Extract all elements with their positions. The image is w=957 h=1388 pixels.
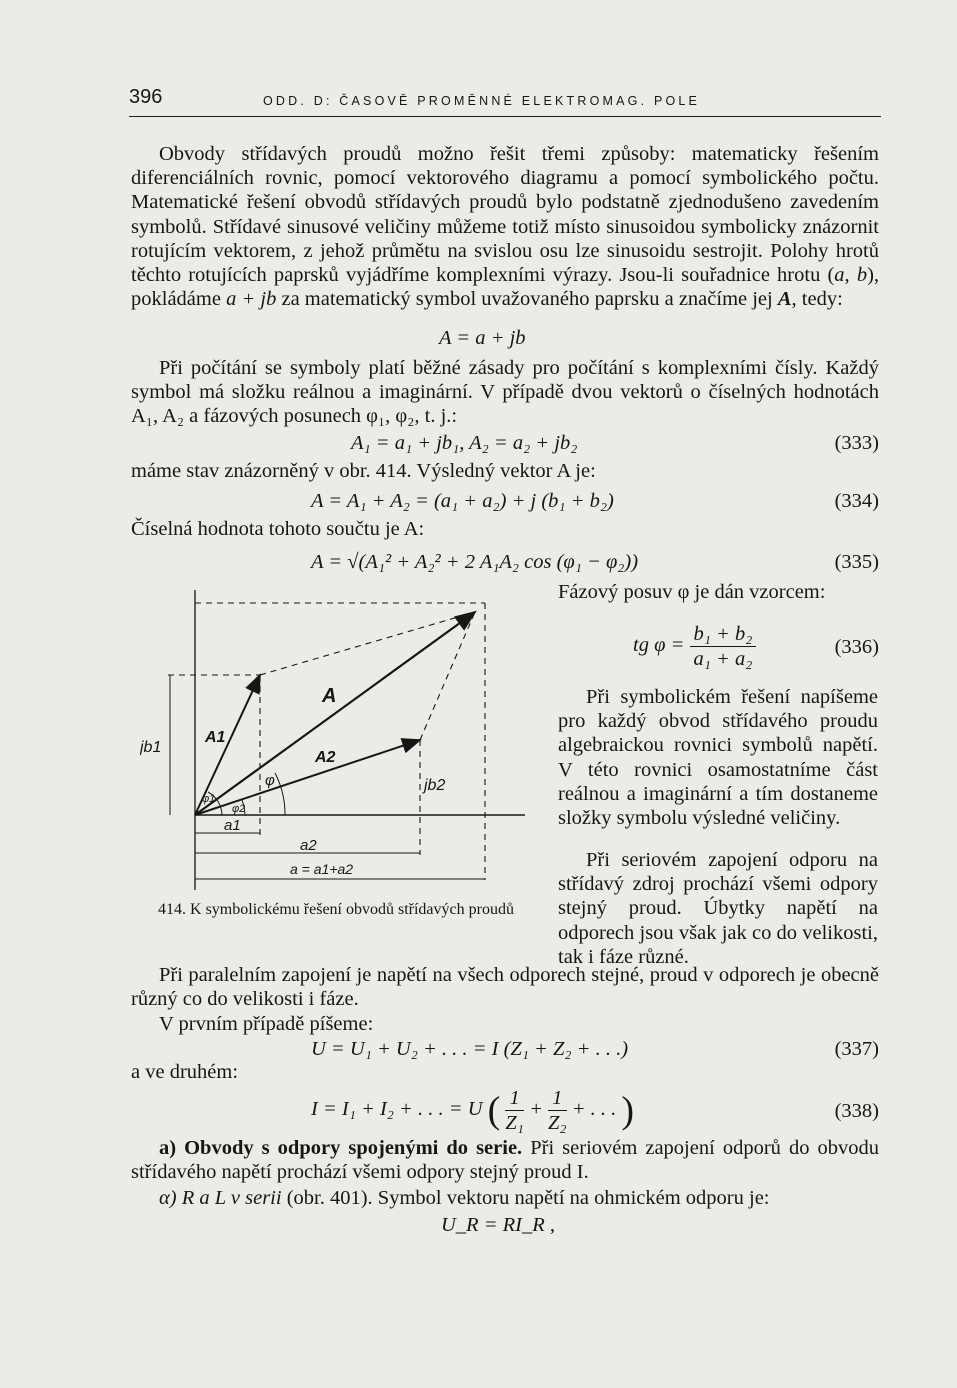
- label-a-sum: a = a1+a2: [290, 861, 354, 877]
- paragraph-magnitude: Číselná hodnota tohoto součtu je A:: [131, 518, 425, 540]
- equation-338-lparen: (: [487, 1089, 501, 1132]
- equation-338-frac1-den: Z₁: [505, 1112, 524, 1134]
- equation-338-frac2-num: 1: [548, 1086, 567, 1111]
- equation-338: [131, 1084, 879, 1140]
- paragraph-state: máme stav znázorněný v obr. 414. Výsledný vektor A je:: [131, 460, 596, 482]
- equation-336-fraction: [690, 622, 757, 671]
- equation-334-body: A = A₁ + A₂ = (a₁ + a₂) + j (b₁ + b₂): [311, 490, 614, 512]
- label-jb1: jb1: [140, 739, 162, 756]
- coord-a: a: [834, 264, 845, 287]
- label-phi: φ: [265, 772, 275, 789]
- equation-334-number: (334): [834, 490, 879, 512]
- equation-338-plus: +: [529, 1098, 543, 1121]
- equation-336-numerator: b₁ + b₂: [690, 622, 757, 647]
- label-jb2: jb2: [424, 777, 446, 794]
- phi-arc: [275, 773, 285, 815]
- subsection-heading-RL: α) R a L v serii: [159, 1187, 282, 1209]
- equation-338-lhs: I = I₁ + I₂ + . . . = U: [311, 1098, 483, 1121]
- paragraph-series-resistors-text: Při seriovém zapojení odporů do obvodu střídavého napětí prochází všemi odpory stejný proud I.: [131, 1137, 879, 1184]
- equation-UR-body: U_R = RI_R ,: [441, 1214, 556, 1236]
- figure-caption: 414. K symbolickému řešení obvodů střídavých proudů: [158, 901, 514, 918]
- paragraph-series-intro: Při seriovém zapojení odporu na střídavý zdroj prochází všemi odpory stejný proud. Úbytky napětí na odporech jsou však jak co do velikosti, tak i fáze různé.: [558, 849, 878, 968]
- equation-337-number: (337): [834, 1038, 879, 1060]
- equation-337-body: U = U₁ + U₂ + . . . = I (Z₁ + Z₂ + . . .): [311, 1038, 629, 1060]
- coord-sep: ,: [844, 264, 857, 287]
- paragraph-first-case: V prvním případě píšeme:: [159, 1013, 374, 1035]
- equation-338-frac1: [505, 1086, 524, 1135]
- equation-334: [131, 488, 879, 514]
- label-a1: a1: [224, 817, 241, 834]
- label-a2: a2: [300, 837, 317, 854]
- paragraph-intro-mid2: za matematický symbol uvažovaného paprsku a značíme jej: [276, 288, 778, 311]
- symbol-expression: a + jb: [226, 288, 277, 311]
- equation-336-denominator: a₁ + a₂: [693, 648, 753, 670]
- symbol-A: A: [777, 288, 792, 311]
- page-number: 396: [129, 86, 163, 108]
- section-heading-series: a) Obvody s odpory spojenými do serie.: [159, 1137, 523, 1159]
- paragraph-parallel: Při paralelním zapojení je napětí na všech odporech stejné, proud v odporech je obecně různý co do velikosti i fáze.: [131, 964, 879, 1011]
- paragraph-RL-series-text: (obr. 401). Symbol vektoru napětí na ohmickém odporu je:: [281, 1187, 770, 1209]
- equation-basic-body: A = a + jb: [439, 327, 526, 349]
- equation-338-frac2-den: Z₂: [548, 1112, 567, 1134]
- equation-333-number: (333): [834, 432, 879, 454]
- paragraph-RL-series: [131, 1186, 879, 1210]
- equation-335-body: A = √(A₁² + A₂² + 2 A₁A₂ cos (φ₁ − φ₂)): [311, 551, 639, 573]
- equation-UR: [131, 1212, 879, 1238]
- paragraph-phase: Fázový posuv φ je dán vzorcem:: [558, 581, 826, 603]
- equation-338-rparen: ): [621, 1089, 635, 1132]
- label-phi1: φ1: [202, 793, 216, 805]
- coord-b: b: [856, 264, 868, 287]
- vector-A2: [195, 740, 420, 815]
- dashed-parallel-top: [260, 612, 475, 675]
- paragraph-intro-end: , tedy:: [791, 288, 843, 311]
- paragraph-intro-mid: ), pokládáme: [131, 264, 880, 311]
- label-phi2: φ2: [232, 803, 246, 815]
- vector-diagram: [140, 590, 540, 895]
- equation-336-lhs: tg φ =: [633, 634, 685, 657]
- equation-338-tail: + . . .: [571, 1098, 617, 1121]
- paragraph-intro-text: Obvody střídavých proudů možno řešit třemi způsoby: matematicky řešením diferenciálních rovnic, pomocí vektorového diagramu a pomocí symbolického počtu. Matematické řešení obvodů střídavých proudů bylo podstatně zjednodušeno zavedením symbolů. Střídavé sinusové veličiny můžeme totiž místo sinusoidou symbolicky znázornit rotujícím vektorem, z jehož průmětu na svislou osu lze sinusoidu sestrojit. Polohy hrotů těchto rotujících paprsků vyjádříme komplexními výrazy. Jsou-li souřadnice hrotu (: [131, 143, 879, 287]
- equation-333: [131, 430, 879, 456]
- equation-333-body: A₁ = a₁ + jb₁, A₂ = a₂ + jb₂: [351, 432, 578, 454]
- equation-335: [131, 549, 879, 575]
- equation-338-frac1-num: 1: [505, 1086, 524, 1111]
- label-A2: A2: [315, 749, 336, 766]
- equation-336: [558, 618, 879, 674]
- label-A1: A1: [205, 729, 226, 746]
- label-A: A: [322, 685, 337, 707]
- equation-336-number: (336): [834, 636, 879, 658]
- paragraph-second-case: a ve druhém:: [131, 1061, 239, 1083]
- paragraph-series-resistors: [131, 1136, 879, 1184]
- equation-338-number: (338): [834, 1100, 879, 1122]
- paragraph-intro: [131, 142, 879, 311]
- running-head: ODD. D: ČASOVĚ PROMĚNNÉ ELEKTROMAG. POLE: [263, 94, 701, 108]
- equation-basic: [131, 325, 879, 351]
- equation-335-number: (335): [834, 551, 879, 573]
- equation-338-frac2: [548, 1086, 567, 1135]
- paragraph-symbolic: Při symbolickém řešení napíšeme pro každý obvod střídavého proudu algebraickou rovnici symbolů napětí. V této rovnici osamostatníme část reálnou a imaginární a tím dostaneme složky symbolu výsledné veličiny.: [558, 686, 878, 830]
- page-header: [129, 86, 881, 117]
- equation-337: [131, 1036, 879, 1062]
- paragraph-rules: Při počítání se symboly platí běžné zásady pro počítání s komplexními čísly. Každý symbol má složku reálnou a imaginární. V případě dvou vektorů o číselných hodnotách A₁, A₂ a fázových posunech φ₁, φ₂, t. j.:: [131, 357, 879, 428]
